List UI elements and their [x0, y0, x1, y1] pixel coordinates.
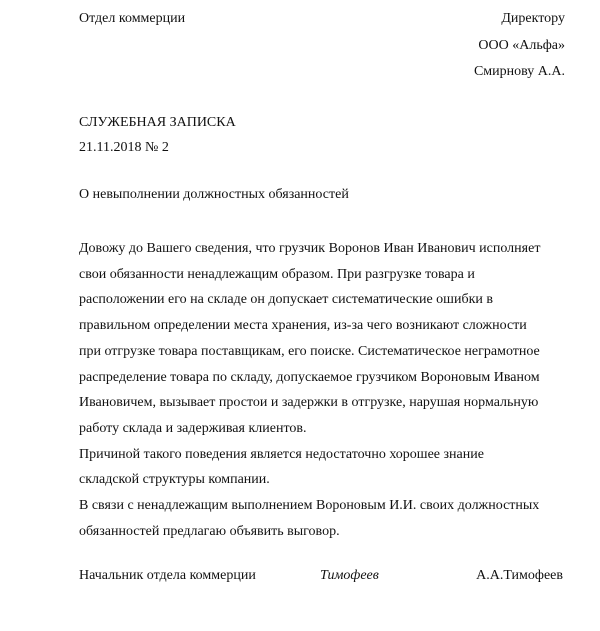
- body-line: при отгрузке товара поставщикам, его поиске. Систематическое неграмотное: [79, 343, 540, 359]
- sender-department: Отдел коммерции: [79, 11, 186, 26]
- recipient-title: Директору: [501, 11, 565, 26]
- body-line: Довожу до Вашего сведения, что грузчик Воронов Иван Иванович исполняет: [79, 241, 541, 256]
- signatory-name: А.А.Тимофеев: [476, 568, 563, 583]
- body-line: распределение товара по складу, допускаемое грузчиком Вороновым Иваном: [79, 369, 540, 385]
- signature: Тимофеев: [320, 568, 379, 583]
- body-line: правильном определении места хранения, из-за чего возникают сложности: [79, 318, 527, 334]
- body-line: Ивановичем, вызывает простои и задержки в отгрузке, нарушая нормальную: [79, 395, 539, 411]
- document-date-number: 21.11.2018 № 2: [79, 140, 169, 155]
- signatory-position: Начальник отдела коммерции: [79, 568, 256, 583]
- body-line: Причиной такого поведения является недостаточно хорошее знание: [79, 446, 484, 462]
- body-line: свои обязанности ненадлежащим образом. При разгрузке товара и: [79, 266, 475, 282]
- body-line: работу склада и задерживая клиентов.: [79, 420, 307, 436]
- recipient-company: ООО «Альфа»: [478, 38, 565, 53]
- document-type: СЛУЖЕБНАЯ ЗАПИСКА: [79, 115, 236, 130]
- recipient-name: Смирнову А.А.: [473, 64, 565, 79]
- document-body: [79, 236, 579, 544]
- body-line: складской структуры компании.: [79, 472, 270, 488]
- document-subject: О невыполнении должностных обязанностей: [79, 187, 349, 202]
- body-line: расположении его на складе он допускает систематические ошибки в: [79, 292, 493, 308]
- body-line: обязанностей предлагаю объявить выговор.: [79, 523, 340, 539]
- body-line: В связи с ненадлежащим выполнением Вороновым И.И. своих должностных: [79, 498, 540, 514]
